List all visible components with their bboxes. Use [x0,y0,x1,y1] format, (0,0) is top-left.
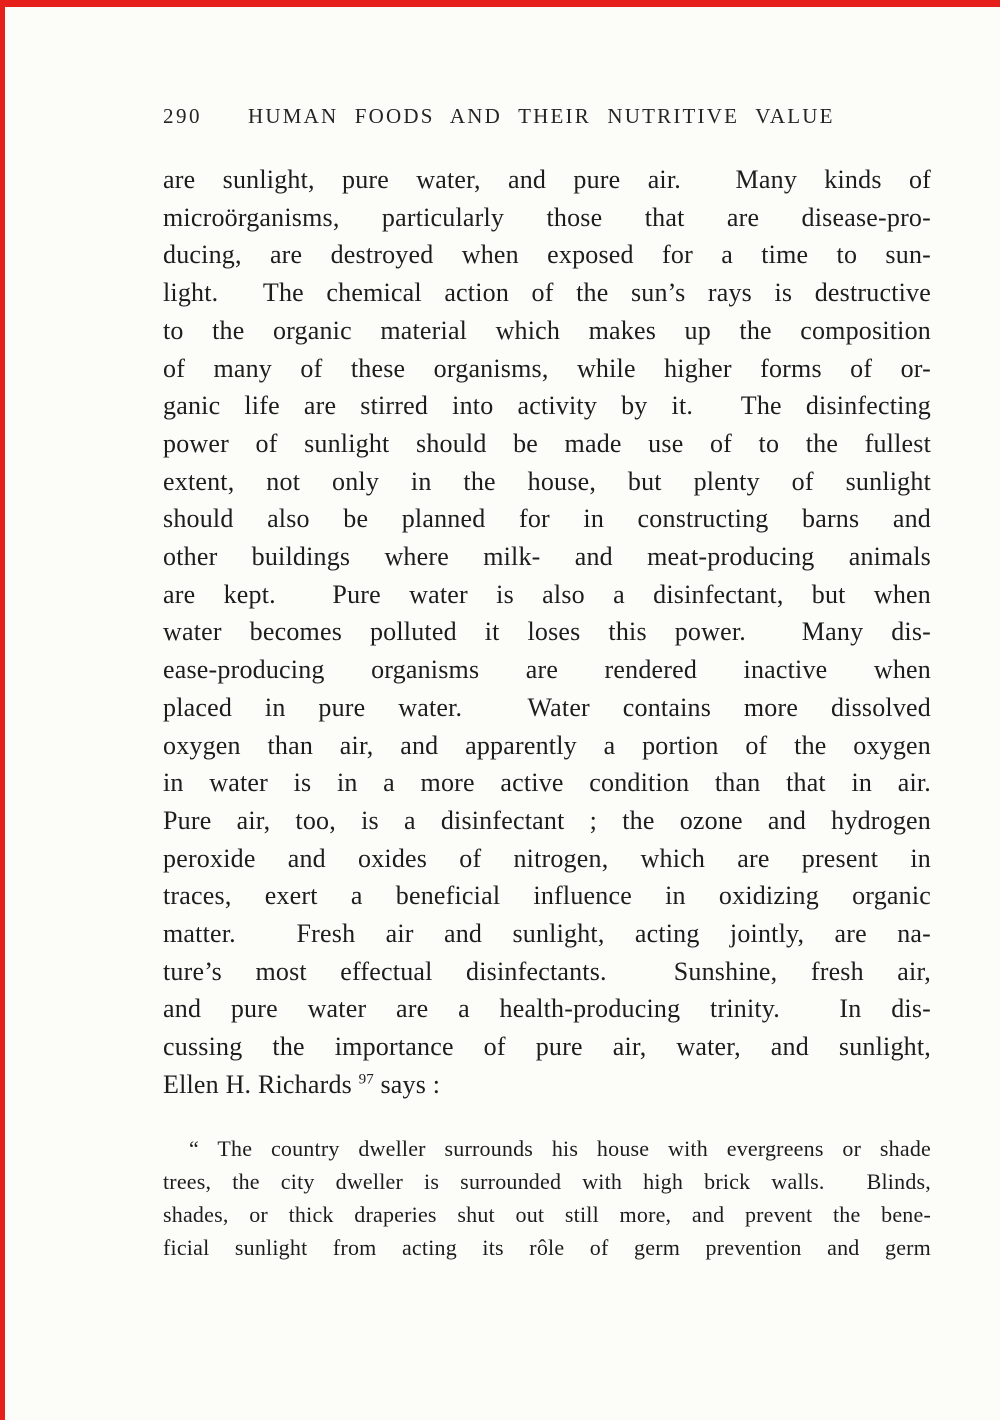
body-text-line: water becomes polluted it loses this power. Many dis- [163,617,931,647]
body-text-line: ganic life are stirred into activity by it. The disinfecting [163,391,931,421]
quote-text-line: shades, or thick draperies shut out still more, and prevent the bene- [163,1201,931,1227]
body-text-line: ducing, are destroyed when exposed for a time to sun- [163,240,931,270]
body-text-line: extent, not only in the house, but plenty of sunlight [163,466,931,496]
body-lines-container [163,161,931,1066]
block-quote [163,1132,931,1265]
body-text-line: microörganisms, particularly those that are disease-pro- [163,202,931,232]
body-last-line-tail: says : [373,1069,441,1099]
page-header [163,104,931,129]
page-number: 290 [163,104,202,128]
body-text-line: matter. Fresh air and sunlight, acting jointly, are na- [163,919,931,949]
running-title: HUMAN FOODS AND THEIR NUTRITIVE VALUE [248,104,835,128]
scan-edge-top-line [0,0,1000,7]
body-paragraph [163,161,931,1104]
body-text-line: peroxide and oxides of nitrogen, which are present in [163,843,931,873]
body-text-line: placed in pure water. Water contains more dissolved [163,692,931,722]
body-text-line: are sunlight, pure water, and pure air. Many kinds of [163,165,931,194]
quote-text-line: ficial sunlight from acting its rôle of germ prevention and germ [163,1235,931,1261]
body-text-line: Pure air, too, is a disinfectant ; the ozone and hydrogen [163,805,931,835]
body-text-line: to the organic material which makes up the composition [163,315,931,345]
page-content [163,104,931,1264]
scan-edge-left-line [0,0,5,1420]
body-text-line: oxygen than air, and apparently a portion of the oxygen [163,730,931,760]
body-text-line: ease-producing organisms are rendered inactive when [163,655,931,685]
body-text-line: traces, exert a beneficial influence in oxidizing organic [163,881,931,911]
quote-text-line: trees, the city dweller is surrounded with high brick walls. Blinds, [163,1168,931,1194]
body-text-line: and pure water are a health-producing trinity. In dis- [163,994,931,1024]
body-text-line: power of sunlight should be made use of to the fullest [163,428,931,458]
body-text-line: ture’s most effectual disinfectants. Sunshine, fresh air, [163,956,931,986]
body-text-line: other buildings where milk- and meat-producing animals [163,542,931,572]
body-last-line-text: Ellen H. Richards [163,1069,359,1099]
body-last-line [163,1066,931,1104]
body-text-line: cussing the importance of pure air, water, and sunlight, [163,1032,931,1062]
footnote-reference: 97 [358,1071,374,1088]
quote-text-line: “ The country dweller surrounds his house with evergreens or shade [189,1135,931,1161]
body-text-line: in water is in a more active condition than that in air. [163,768,931,798]
body-text-line: should also be planned for in constructing barns and [163,504,931,534]
body-text-line: of many of these organisms, while higher forms of or- [163,353,931,383]
body-text-line: light. The chemical action of the sun’s rays is destructive [163,278,931,308]
body-text-line: are kept. Pure water is also a disinfectant, but when [163,579,931,609]
